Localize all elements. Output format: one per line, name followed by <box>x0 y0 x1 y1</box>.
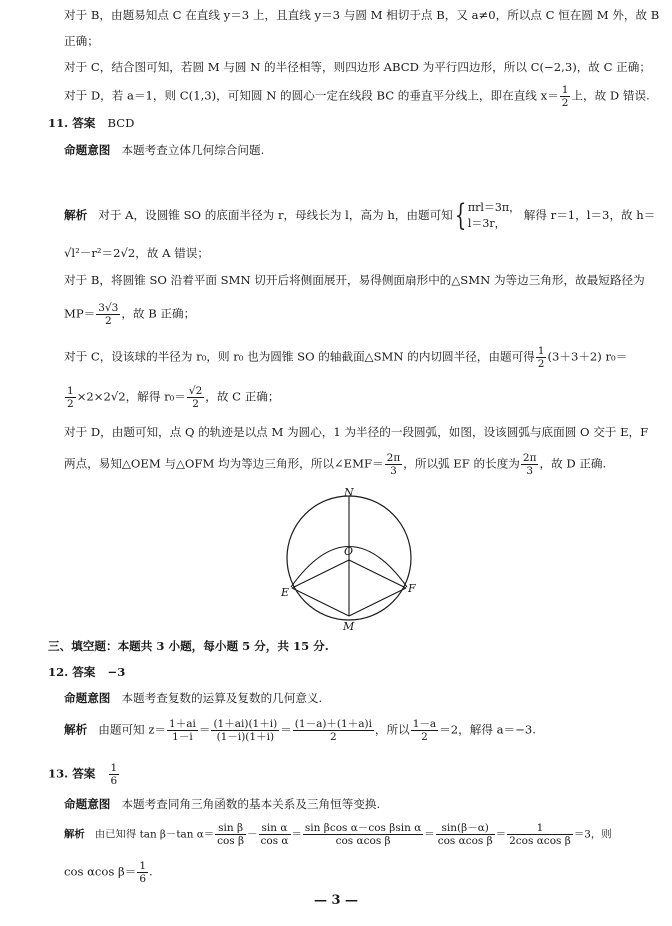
q11-analysis-a-line2: √l²－r²＝2√2，故 A 错误； <box>64 246 209 260</box>
fraction: $\frac{1}{2}$ <box>561 84 569 110</box>
para-d: 对于 D，若 a＝1，则 C(1,3)，可知圆 N 的圆心一定在线段 BC 的垂直平分线上，即在直线 x＝ $\frac{1}{2}$ 上，故 D 错误. <box>64 84 650 110</box>
q12-analysis: 解析 由题可知 z＝ $\frac{1+ai}{1-i}$ ＝ $\frac{(1+ai)(1+i)}{(1-i)(1+i)}$ ＝ $\frac{(1-a)+(1+a)i}{2}$ ，所以 $\frac{1-a}{2}$ ＝2，解得 a＝−3. <box>64 718 536 744</box>
q11-intent: 命题意图 本题考查立体几何综合问题. <box>64 143 265 157</box>
label-e: E <box>281 586 290 599</box>
q13-analysis: 解析 由已知得 tan β－tan α＝ $\frac{\text{sin β}}{\text{cos β}}$ － $\frac{\text{sin α}}{\text{cos α}}$ ＝ $\frac{\text{sin βcos α－cos βsin α}}{\text{cos αcos β}}$ ＝ $\frac{\sin(\beta-\alpha)}{\text{cos αcos β}}$ ＝ $\frac{1}{\text{2cos αcos β}}$ ＝3，则 <box>64 822 612 848</box>
q11-analysis-d-line1: 对于 D，由题可知，点 Q 的轨迹是以点 M 为圆心，1 为半径的一段圆弧，如图，设该圆弧与底面圆 O 交于 E，F <box>64 425 649 439</box>
label-n: N <box>344 486 354 499</box>
q11-analysis-c-line1: 对于 C，设该球的半径为 r₀，则 r₀ 也为圆锥 SO 的轴截面△SMN 的内切圆半径，由题可得 $\frac{1}{2}$ (3＋3＋2) r₀＝ <box>64 345 628 371</box>
geometry-figure <box>280 484 420 632</box>
para-b-line2: 正确； <box>64 34 99 48</box>
para-c: 对于 C，结合图可知，若圆 M 与圆 N 的半径相等，则四边形 ABCD 为平行四边形，所以 C(−2,3)，故 C 正确； <box>64 60 651 74</box>
q11-analysis-a: 解析 对于 A，设圆锥 SO 的底面半径为 r，母线长为 l，高为 h，由题可知{ πrl＝3π， l＝3r， 解得 r＝1，l＝3，故 h＝ <box>64 197 656 233</box>
q11-analysis-b-line1: 对于 B，将圆锥 SO 沿着平面 SMN 切开后将侧面展开，易得侧面扇形中的△SMN 为等边三角形，故最短路径为 <box>64 273 645 287</box>
segment-fm <box>349 588 406 616</box>
q12-intent: 命题意图 本题考查复数的运算及复数的几何意义. <box>64 691 323 705</box>
para-b-line1: 对于 B，由题易知点 C 在直线 y＝3 上，且直线 y＝3 与圆 M 相切于点 B，又 a≠0，所以点 C 恒在圆 M 外，故 B <box>64 8 660 22</box>
q13-analysis-line2: cos αcos β＝ $\frac{1}{6}$ . <box>64 860 153 886</box>
q13-intent: 命题意图 本题考查同角三角函数的基本关系及三角恒等变换. <box>64 797 381 811</box>
q11-answer: 11. 答案 BCD <box>48 116 135 130</box>
q13-answer: 13. 答案 $\frac{1}{6}$ <box>48 762 118 788</box>
q11-analysis-b-line2: MP＝ $\frac{3√3}{2}$ ，故 B 正确； <box>64 302 196 328</box>
q11-analysis-d-line2: 两点，易知△OEM 与△OFM 均为等边三角形，所以∠EMF＝ $\frac{2\pi}{3}$ ，所以弧 EF 的长度为 $\frac{2\pi}{3}$ ，故 D 正确. <box>64 452 607 478</box>
page-number: — 3 — <box>313 893 359 908</box>
q11-analysis-c-line2: $\frac{1}{2}$ ×2×2√2，解得 r₀＝ $\frac{√2}{2}$ ，故 C 正确； <box>67 385 280 411</box>
section-heading: 三、填空题：本题共 3 小题，每小题 5 分，共 15 分. <box>48 639 329 653</box>
label-f: F <box>408 582 416 595</box>
segment-em <box>292 588 349 616</box>
label-m: M <box>343 620 355 632</box>
q12-answer: 12. 答案 −3 <box>48 665 126 679</box>
label-o: O <box>344 545 354 558</box>
